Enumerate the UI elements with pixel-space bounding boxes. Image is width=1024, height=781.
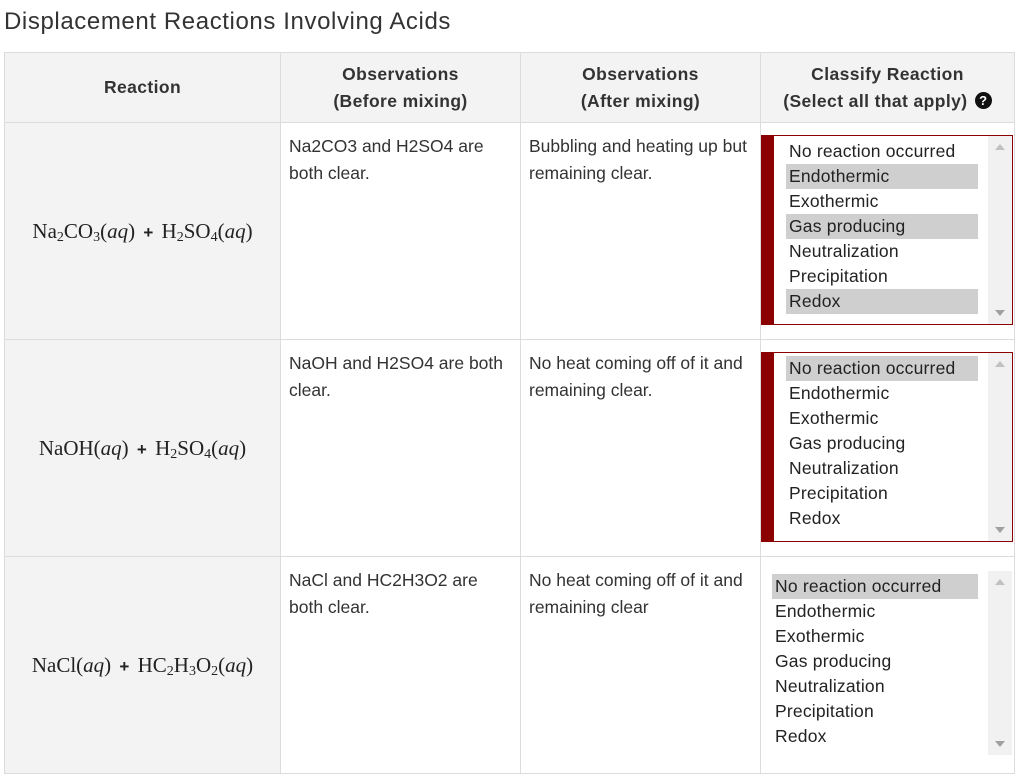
formula-part: H <box>155 435 171 460</box>
header-classify-line2-wrap <box>767 88 1008 115</box>
state-symbol: aq <box>107 218 129 243</box>
header-after-line1: Observations <box>582 63 699 84</box>
select-option[interactable]: Redox <box>775 726 827 746</box>
formula-part: Na <box>32 218 57 243</box>
select-option[interactable]: Neutralization <box>789 241 899 261</box>
table-row <box>5 557 1015 774</box>
scroll-down-icon[interactable] <box>995 527 1005 533</box>
select-option[interactable]: Neutralization <box>789 458 899 478</box>
formula-subscript: 3 <box>93 229 101 245</box>
formula-part: H <box>161 218 177 243</box>
header-before-line1: Observations <box>342 63 459 84</box>
classify-multiselect[interactable] <box>761 570 1013 756</box>
formula-subscript: 2 <box>56 229 64 245</box>
formula-part: H <box>173 652 189 677</box>
formula-subscript: 2 <box>176 229 184 245</box>
classify-multiselect[interactable] <box>761 352 1013 542</box>
formula-part: SO <box>183 218 211 243</box>
table-row <box>5 123 1015 340</box>
select-option[interactable]: No reaction occurred <box>772 574 978 599</box>
observation-after: Bubbling and heating up but remaining clear. <box>521 123 761 340</box>
state-symbol: aq <box>225 652 247 677</box>
observation-after: No heat coming off of it and remaining clear. <box>521 340 761 557</box>
page-title: Displacement Reactions Involving Acids <box>4 8 452 35</box>
header-classify-line2: (Select all that apply) <box>783 90 968 111</box>
formula-part: HC <box>137 652 167 677</box>
formula-subscript: 3 <box>188 663 196 679</box>
scroll-up-icon[interactable] <box>995 579 1005 585</box>
observation-before: Na2CO3 and H2SO4 are both clear. <box>281 123 521 340</box>
table-row <box>5 340 1015 557</box>
plus-sign: + <box>119 656 130 676</box>
observation-before: NaCl and HC2H3O2 are both clear. <box>281 557 521 774</box>
formula-part: SO <box>177 435 205 460</box>
formula-subscript: 4 <box>204 446 212 462</box>
reaction-equation: $Na_2CO_3(aq) + H_2SO_4(aq)$ <box>5 123 281 340</box>
observation-before: NaOH and H2SO4 are both clear. <box>281 340 521 557</box>
classify-cell <box>761 123 1015 340</box>
formula-part: CO <box>63 218 94 243</box>
select-option[interactable]: Exothermic <box>789 191 879 211</box>
header-after <box>521 53 761 123</box>
select-option[interactable]: Gas producing <box>775 651 892 671</box>
plus-sign: + <box>143 222 154 242</box>
header-before <box>281 53 521 123</box>
multiselect-options <box>774 136 988 324</box>
classify-multiselect[interactable] <box>761 135 1013 325</box>
select-option[interactable]: Gas producing <box>789 433 906 453</box>
scrollbar[interactable] <box>988 571 1012 755</box>
select-option[interactable]: Redox <box>786 289 978 314</box>
observation-after: No heat coming off of it and remaining clear <box>521 557 761 774</box>
state-symbol: aq <box>100 435 122 460</box>
classify-cell <box>761 340 1015 557</box>
header-row <box>5 53 1015 123</box>
multiselect-options <box>762 571 988 755</box>
select-option[interactable]: Endothermic <box>789 383 890 403</box>
scroll-down-icon[interactable] <box>995 310 1005 316</box>
select-option[interactable]: Endothermic <box>786 164 978 189</box>
formula-subscript: 2 <box>211 663 219 679</box>
select-option[interactable]: Neutralization <box>775 676 885 696</box>
plus-sign: + <box>136 439 147 459</box>
scroll-up-icon[interactable] <box>995 144 1005 150</box>
state-symbol: aq <box>218 435 240 460</box>
select-option[interactable]: No reaction occurred <box>789 141 956 161</box>
header-reaction <box>5 53 281 123</box>
formula-part: NaCl <box>31 652 77 677</box>
header-reaction-label: Reaction <box>103 77 182 97</box>
header-before-line2: (Before mixing) <box>333 90 468 111</box>
select-option[interactable]: Exothermic <box>789 408 879 428</box>
select-option[interactable]: Endothermic <box>775 601 876 621</box>
select-option[interactable]: Redox <box>789 508 841 528</box>
formula-subscript: 2 <box>170 446 178 462</box>
formula-part: O <box>195 652 212 677</box>
select-option[interactable]: Precipitation <box>789 483 888 503</box>
select-option[interactable]: Gas producing <box>786 214 978 239</box>
state-symbol: aq <box>83 652 105 677</box>
formula-part: NaOH <box>38 435 94 460</box>
header-classify-line1: Classify Reaction <box>811 63 964 84</box>
scrollbar[interactable] <box>988 136 1012 324</box>
select-option[interactable]: No reaction occurred <box>786 356 978 381</box>
scroll-up-icon[interactable] <box>995 361 1005 367</box>
select-option[interactable]: Precipitation <box>775 701 874 721</box>
scrollbar[interactable] <box>988 353 1012 541</box>
scroll-down-icon[interactable] <box>995 741 1005 747</box>
header-after-line2: (After mixing) <box>580 90 701 111</box>
formula-subscript: 4 <box>210 229 218 245</box>
classify-cell <box>761 557 1015 774</box>
reaction-equation: NaCl(aq) + $HC_2H_3O_2(aq)$ <box>5 557 281 774</box>
select-option[interactable]: Precipitation <box>789 266 888 286</box>
select-option[interactable]: Exothermic <box>775 626 865 646</box>
reactions-table <box>4 52 1015 774</box>
state-symbol: aq <box>224 218 246 243</box>
header-classify <box>761 53 1015 123</box>
help-icon[interactable]: ? <box>975 92 992 109</box>
formula-subscript: 2 <box>166 663 174 679</box>
multiselect-options <box>774 353 988 541</box>
reaction-equation: NaOH(aq) + $H_2SO_4(aq)$ <box>5 340 281 557</box>
